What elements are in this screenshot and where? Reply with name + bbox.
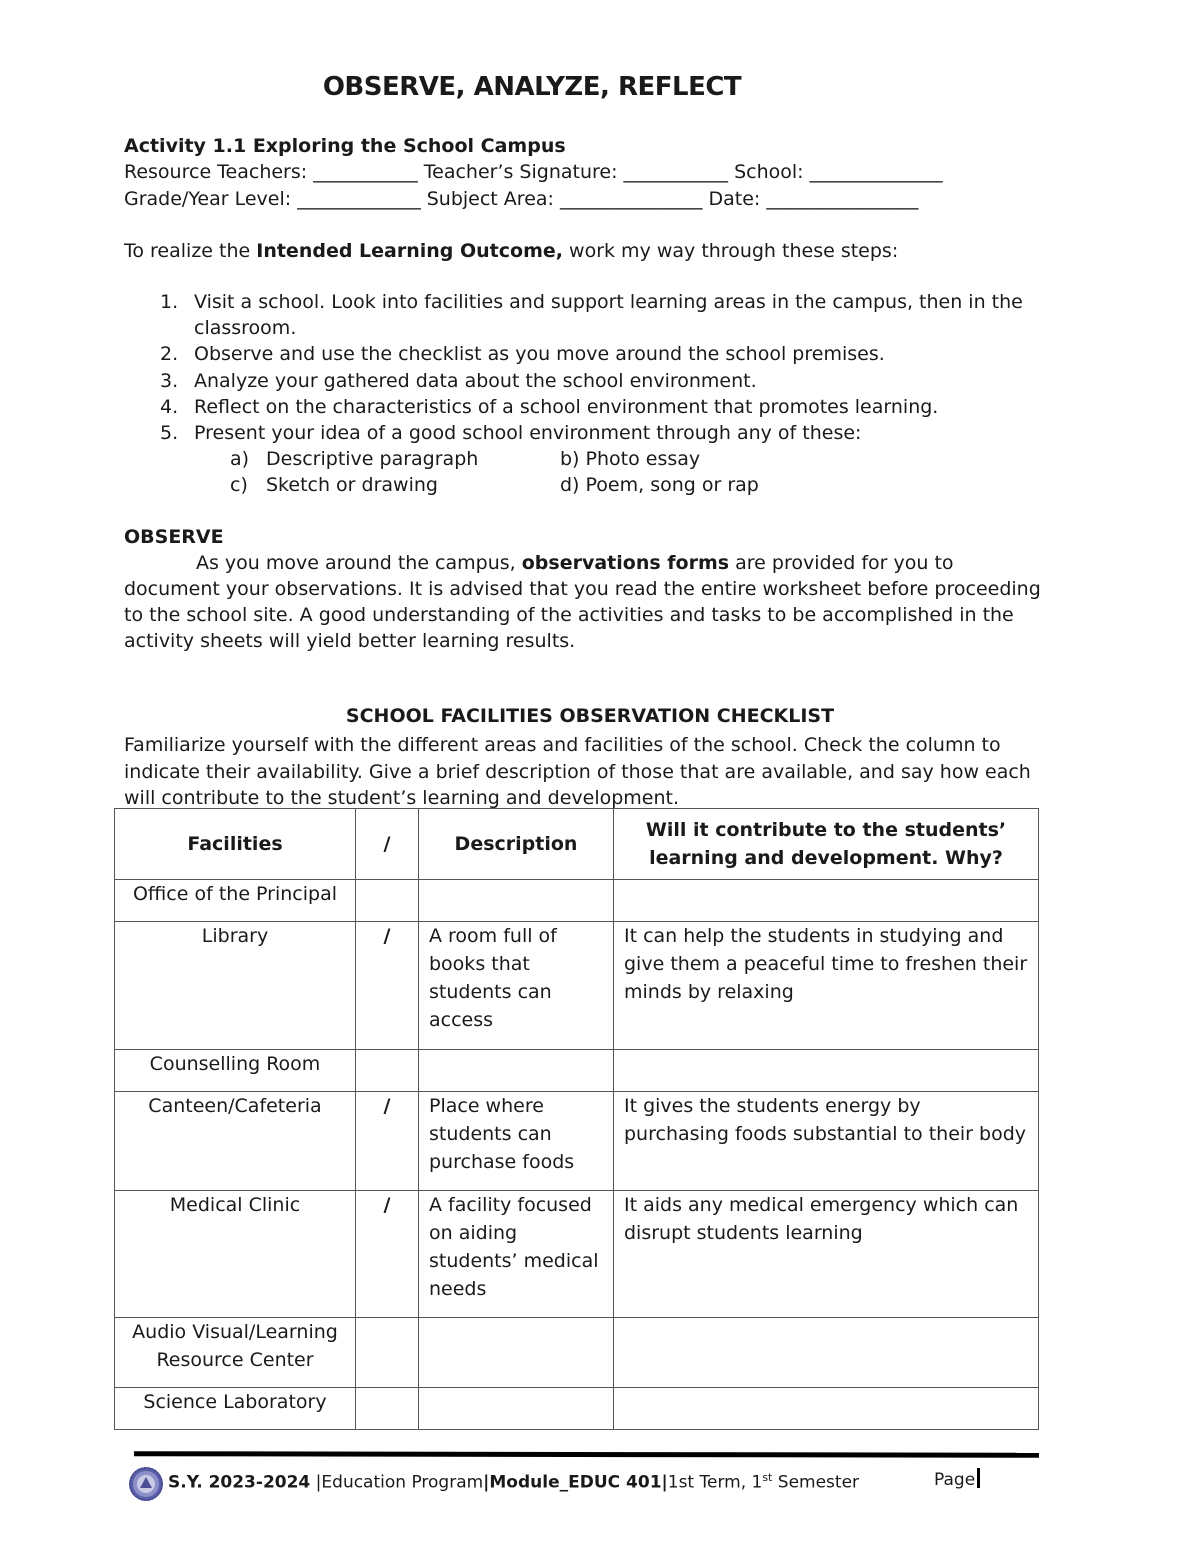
activity-info-line-1: Resource Teachers: ___________ Teacher’s Signature: ___________ School: ______________ xyxy=(124,161,943,183)
step-number: 4. xyxy=(160,395,179,418)
option-text: d) Poem, song or rap xyxy=(560,474,759,496)
steps-list xyxy=(160,289,1040,446)
page-label-text: Page xyxy=(934,1470,976,1490)
observe-text-before: As you move around the campus, xyxy=(196,552,522,574)
page-divider-bar xyxy=(977,1468,980,1488)
column-header-check: / xyxy=(356,809,419,880)
column-header-why: Will it contribute to the students’ learning and development. Why? xyxy=(614,809,1039,880)
table-row xyxy=(115,880,1039,922)
column-header-description: Description xyxy=(419,809,614,880)
description-cell[interactable] xyxy=(419,880,614,922)
table-row xyxy=(115,922,1039,1050)
table-row xyxy=(115,1191,1039,1318)
list-item xyxy=(160,368,1040,394)
footer-page-label xyxy=(934,1468,980,1490)
facility-cell: Canteen/Cafeteria xyxy=(115,1092,356,1191)
option-text: Sketch or drawing xyxy=(266,474,438,496)
availability-check-cell[interactable]: / xyxy=(356,922,419,1050)
facility-cell: Library xyxy=(115,922,356,1050)
step-text: Observe and use the checklist as you move around the school premises. xyxy=(194,343,885,366)
step-number: 2. xyxy=(160,343,179,366)
contribution-cell[interactable]: It aids any medical emergency which can disrupt students learning xyxy=(614,1191,1039,1318)
table-row xyxy=(115,1050,1039,1092)
list-item xyxy=(160,394,1040,420)
availability-check-cell[interactable] xyxy=(356,1050,419,1092)
contribution-cell[interactable]: It can help the students in studying and give them a peaceful time to freshen their minds by relaxing xyxy=(614,922,1039,1050)
checklist-instructions: Familiarize yourself with the different areas and facilities of the school. Check the column to indicate their availability. Give a brief description of those that are available, and say how each will contribute to the student’s learning and development. xyxy=(124,734,1031,809)
contribution-cell[interactable] xyxy=(614,1050,1039,1092)
options-list xyxy=(230,446,930,498)
table-header-row xyxy=(115,809,1039,880)
checklist-heading: SCHOOL FACILITIES OBSERVATION CHECKLIST xyxy=(345,705,835,727)
step-number: 1. xyxy=(160,291,179,313)
facility-cell: Medical Clinic xyxy=(115,1191,356,1318)
facility-cell: Science Laboratory xyxy=(115,1388,356,1430)
footer-term: 1st Term, 1 xyxy=(667,1472,763,1493)
observe-text-after: are provided for you to document your observations. It is advised that you read the entire worksheet before proceeding to the school site. A good understanding of the activities and tasks to be accomplished in the activity sheets will yield better learning results. xyxy=(124,552,1041,652)
step-text: Reflect on the characteristics of a school environment that promotes learning. xyxy=(194,395,939,418)
list-item xyxy=(160,289,1040,341)
footer-text: S.Y. 2023-2024 |Education Program|Module_EDUC 401|1st Term, 1st Semester xyxy=(168,1471,860,1493)
availability-check-cell[interactable] xyxy=(356,880,419,922)
step-text: Analyze your gathered data about the school environment. xyxy=(194,369,757,392)
availability-check-cell[interactable]: / xyxy=(356,1191,419,1318)
description-cell[interactable]: A facility focused on aiding students’ medical needs xyxy=(419,1191,614,1318)
step-text: Visit a school. Look into facilities and support learning areas in the campus, then in the classroom. xyxy=(194,291,1023,340)
option-text: b) Photo essay xyxy=(560,448,701,470)
contribution-cell[interactable] xyxy=(614,880,1039,922)
footer-term-sup: st xyxy=(762,1471,773,1484)
intro-text-after: work my way through these steps: xyxy=(563,240,899,262)
description-cell[interactable]: Place where students can purchase foods xyxy=(419,1092,614,1191)
footer-module: Module_EDUC 401 xyxy=(489,1472,662,1493)
footer-school-year: S.Y. 2023-2024 xyxy=(168,1472,311,1493)
description-cell[interactable] xyxy=(419,1050,614,1092)
availability-check-cell[interactable] xyxy=(356,1318,419,1388)
observe-heading: OBSERVE xyxy=(124,526,224,548)
table-row xyxy=(115,1092,1039,1191)
table-row xyxy=(115,1318,1039,1388)
activity-title: Activity 1.1 Exploring the School Campus xyxy=(124,135,566,157)
school-seal-icon xyxy=(128,1466,164,1502)
page-title: OBSERVE, ANALYZE, REFLECT xyxy=(322,72,742,102)
page-footer xyxy=(128,1466,1028,1506)
facility-cell: Office of the Principal xyxy=(115,880,356,922)
footer-divider xyxy=(134,1451,1039,1458)
table-row xyxy=(115,1388,1039,1430)
footer-term-end: Semester xyxy=(772,1472,860,1493)
observe-paragraph xyxy=(124,550,1044,654)
step-number: 5. xyxy=(160,422,179,445)
intro-text-before: To realize the xyxy=(124,240,257,262)
step-number: 3. xyxy=(160,369,179,392)
footer-program: Education Program xyxy=(321,1472,484,1493)
contribution-cell[interactable] xyxy=(614,1318,1039,1388)
description-cell[interactable]: A room full of books that students can access xyxy=(419,922,614,1050)
column-header-facilities: Facilities xyxy=(115,809,356,880)
option-label: a) xyxy=(230,448,250,470)
description-cell[interactable] xyxy=(419,1388,614,1430)
facility-cell: Counselling Room xyxy=(115,1050,356,1092)
description-cell[interactable] xyxy=(419,1318,614,1388)
intro-text-bold: Intended Learning Outcome, xyxy=(256,240,563,262)
contribution-cell[interactable]: It gives the students energy by purchasing foods substantial to their body xyxy=(614,1092,1039,1191)
list-item xyxy=(160,341,1040,367)
options-row xyxy=(230,472,930,498)
facility-cell: Audio Visual/Learning Resource Center xyxy=(115,1318,356,1388)
facilities-table xyxy=(114,808,1039,1430)
intro-paragraph xyxy=(124,238,1044,265)
observe-text-bold: observations forms xyxy=(521,552,730,574)
availability-check-cell[interactable]: / xyxy=(356,1092,419,1191)
option-label: c) xyxy=(230,474,248,496)
option-text: Descriptive paragraph xyxy=(266,448,479,470)
options-row xyxy=(230,446,930,472)
activity-info-line-2: Grade/Year Level: _____________ Subject Area: _______________ Date: ________________ xyxy=(124,188,919,210)
step-text: Present your idea of a good school environment through any of these: xyxy=(194,422,862,445)
contribution-cell[interactable] xyxy=(614,1388,1039,1430)
list-item xyxy=(160,420,1040,446)
availability-check-cell[interactable] xyxy=(356,1388,419,1430)
